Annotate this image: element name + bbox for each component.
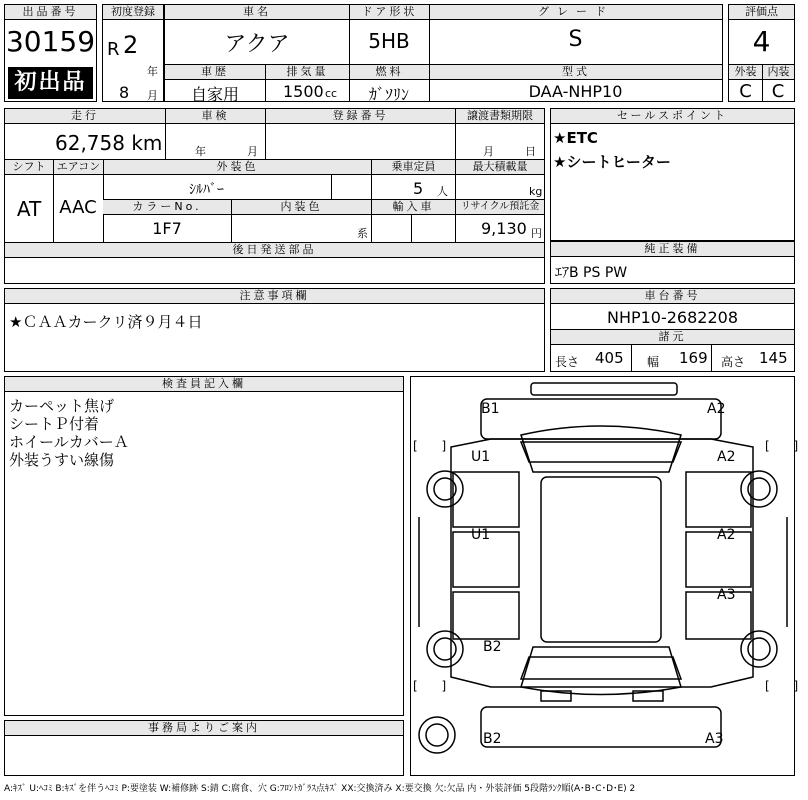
lot-box bbox=[4, 4, 97, 102]
mark-a3-rear: A3 bbox=[717, 587, 736, 603]
inspection-label: 車検 bbox=[165, 109, 265, 124]
history-label: 車歴 bbox=[165, 65, 265, 80]
office-label: 事務局よりご案内 bbox=[5, 721, 403, 736]
int-label: 内装 bbox=[762, 65, 794, 80]
chassis-label: 車台番号 bbox=[551, 289, 794, 304]
recycle-fee: 9,130 bbox=[481, 219, 527, 238]
mark-a2-top: A2 bbox=[707, 401, 726, 417]
sales-point-2: ★シートヒーター bbox=[553, 153, 671, 171]
damage-diagram bbox=[410, 376, 808, 776]
notes-label: 注意事項欄 bbox=[5, 289, 544, 304]
length-value: 405 bbox=[595, 349, 624, 367]
recycle-unit: 円 bbox=[531, 227, 542, 240]
disp-label: 排気量 bbox=[265, 65, 349, 80]
lot-number: 30159 bbox=[5, 25, 96, 58]
int-grade: C bbox=[771, 81, 785, 102]
inspector-label: 検査員記入欄 bbox=[5, 377, 403, 392]
fuel-label: 燃料 bbox=[349, 65, 429, 80]
score: 4 bbox=[752, 25, 771, 58]
bracket-right-top: [ ] bbox=[765, 439, 808, 453]
height-value: 145 bbox=[759, 349, 788, 367]
model-label: 型式 bbox=[429, 65, 722, 80]
reg-month: 8 bbox=[119, 83, 130, 102]
reg-label: 初度登録 bbox=[103, 5, 163, 20]
bracket-left-bottom: [ ] bbox=[413, 679, 457, 693]
exterior-color: ｼﾙﾊﾞｰ bbox=[189, 182, 224, 198]
ext-label: 外装 bbox=[729, 65, 762, 80]
mark-a2-door: A2 bbox=[717, 527, 736, 543]
import-label: 輸入車 bbox=[371, 200, 455, 215]
inspector-line-2: シートＰ付着 bbox=[9, 415, 100, 433]
model: DAA-NHP10 bbox=[528, 82, 623, 101]
mark-b2-bottom: B2 bbox=[483, 731, 502, 747]
inspector-box bbox=[4, 376, 404, 716]
width-label: 幅 bbox=[647, 355, 660, 369]
capacity-label: 乗車定員 bbox=[371, 160, 455, 175]
first-listing-badge: 初出品 bbox=[8, 67, 93, 99]
inspector-line-4: 外装うすい線傷 bbox=[9, 451, 115, 469]
shift-label: シフト bbox=[5, 160, 53, 175]
length-label: 長さ bbox=[555, 355, 580, 369]
mileage-label: 走行 bbox=[5, 109, 165, 124]
color-label: 外装色 bbox=[103, 160, 371, 175]
equipment-value: ｴｱB PS PW bbox=[555, 265, 628, 281]
legend: A:ｷｽﾞ U:ﾍｺﾐ B:ｷｽﾞを伴うﾍｺﾐ P:要塗装 W:補修跡 S:錆 C:腐食、穴 G:ﾌﾛﾝﾄｶﾞﾗｽ点ｷｽﾞ XX:交換済み X:要交換 欠:欠品 内・外装評価 5段階ﾗﾝｸ順(A･B･C･D･E) 2 bbox=[4, 784, 636, 794]
interior-unit: 系 bbox=[357, 227, 368, 240]
later-parts-label: 後日発送部品 bbox=[5, 243, 544, 258]
score-box bbox=[728, 4, 795, 102]
ac: AAC bbox=[59, 197, 97, 218]
score-label: 評価点 bbox=[729, 5, 794, 20]
mark-a3-bottom: A3 bbox=[705, 731, 724, 747]
chassis-number: NHP10-2682208 bbox=[606, 308, 739, 327]
reg-year: 2 bbox=[123, 31, 139, 59]
capacity: 5 bbox=[413, 179, 424, 198]
dims-label: 諸元 bbox=[551, 330, 794, 345]
load-unit: kg bbox=[529, 185, 543, 198]
grade: S bbox=[568, 27, 583, 52]
insp-year: 年 bbox=[195, 145, 206, 158]
mark-b1: B1 bbox=[481, 401, 500, 417]
mark-u1-door: U1 bbox=[471, 527, 491, 543]
bracket-left-top: [ ] bbox=[413, 439, 457, 453]
regno-label: 登録番号 bbox=[265, 109, 455, 124]
load-label: 最大積載量 bbox=[455, 160, 544, 175]
sales-point-1: ★ETC bbox=[553, 129, 598, 147]
year-unit: 年 bbox=[147, 65, 158, 78]
width-value: 169 bbox=[679, 349, 708, 367]
recycle-label: リサイクル預託金 bbox=[455, 200, 544, 215]
transfer-month: 月 bbox=[483, 145, 494, 158]
ext-grade: C bbox=[739, 81, 752, 102]
bracket-right-bottom: [ ] bbox=[765, 679, 808, 693]
reg-era: R bbox=[107, 39, 120, 60]
colorno-label: カラーNo. bbox=[103, 200, 231, 215]
car-info-box bbox=[164, 4, 723, 102]
door-label: ドア形状 bbox=[349, 5, 429, 20]
car-name-label: 車名 bbox=[165, 5, 349, 20]
inspector-line-3: ホイールカバーＡ bbox=[9, 433, 129, 451]
vehicle-detail-box bbox=[4, 108, 545, 284]
mark-a2-right: A2 bbox=[717, 449, 736, 465]
insp-month: 月 bbox=[247, 145, 258, 158]
color-number: 1F7 bbox=[152, 219, 182, 238]
ac-label: エアコン bbox=[53, 160, 103, 175]
disp-unit: cc bbox=[325, 87, 338, 100]
notes-value: ★ＣＡＡカークリ済９月４日 bbox=[9, 313, 203, 331]
notes-box bbox=[4, 288, 545, 372]
capacity-unit: 人 bbox=[437, 185, 448, 198]
transfer-label: 譲渡書類期限 bbox=[455, 109, 544, 124]
office-box bbox=[4, 720, 404, 776]
door-type: 5HB bbox=[368, 29, 410, 53]
displacement: 1500 bbox=[283, 82, 324, 101]
mark-u1-left: U1 bbox=[471, 449, 491, 465]
fuel: ｶﾞｿﾘﾝ bbox=[368, 85, 409, 104]
inspector-line-1: カーペット焦げ bbox=[9, 397, 115, 415]
grade-label: グレード bbox=[429, 5, 722, 20]
car-outline-svg bbox=[411, 377, 794, 775]
car-name: アクア bbox=[224, 32, 290, 57]
month-unit: 月 bbox=[147, 89, 158, 102]
lot-label: 出品番号 bbox=[5, 5, 96, 20]
equipment-box bbox=[550, 241, 795, 284]
equipment-label: 純正装備 bbox=[551, 242, 794, 257]
sales-point-box bbox=[550, 108, 795, 241]
shift: AT bbox=[16, 197, 42, 221]
interior-label: 内装色 bbox=[231, 200, 371, 215]
transfer-day: 日 bbox=[525, 145, 536, 158]
sales-point-label: セールスポイント bbox=[551, 109, 794, 124]
mileage: 62,758 km bbox=[55, 131, 163, 155]
mark-b2-left: B2 bbox=[483, 639, 502, 655]
height-label: 高さ bbox=[721, 355, 746, 369]
history: 自家用 bbox=[190, 85, 239, 104]
chassis-box bbox=[550, 288, 795, 372]
registration-box bbox=[102, 4, 164, 102]
